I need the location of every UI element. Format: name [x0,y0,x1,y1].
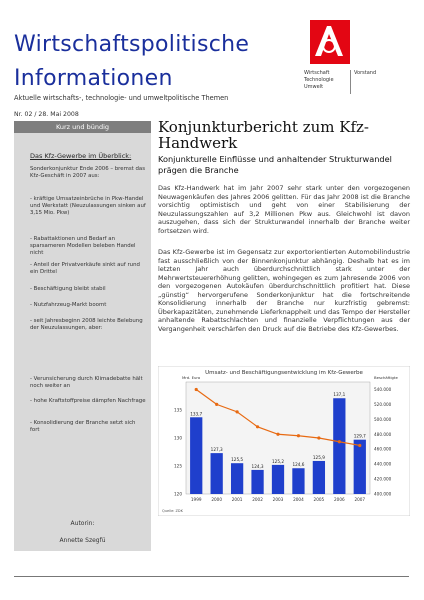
y-left-tick-label: 130 [174,435,182,441]
bar [354,440,366,494]
x-tick-label: 2007 [354,497,366,502]
x-tick-label: 2005 [313,497,325,502]
y-right-tick-label: 440.000 [374,461,392,467]
article-paragraph-2: Das Kfz-Gewerbe ist im Gegensatz zur exportorientierten Automobilindustrie fast ausschließlich von der Binnenkonjunktur abhängig. Deshalb hat es im letzten Jahr auch überdurchschnittlich stark unter der Mehrwertsteuererhöhung gelitten, wohingegen es zum Jahresende 2006 von den vorgezogenen Autokäufen überdurchschnittlich profitiert hat. Diese „günstig“ hervorgerufene Sonderkonjunktur hat die fortschreitende Konsolidierung innerhalb der Branche nur kurzfristig gebremst: Überkapazitäten, zunehmende Lieferknappheit und das Tempo der Hersteller anhaltende Rabattschlachten und finanzielle Verpflichtungen aus der Vergangenheit verschärfen den Druck auf die Betriebe des Kfz-Gewerbes. [158,248,410,333]
x-tick-label: 2001 [231,497,243,502]
sidebar-item: - Verunsicherung durch Klimadebatte hält noch weiter an [30,376,143,389]
y-left-tick-label: 135 [174,407,182,413]
sidebar-item: - Beschäftigung bleibt stabil [30,286,106,292]
y-right-axis-label: Beschäftigte [374,375,398,380]
y-left-tick-label: 125 [174,463,182,469]
chart-title: Umsatz- und Beschäftigungsentwicklung im Kfz-Gewerbe [205,370,363,376]
employment-point [358,444,361,447]
sidebar-item: - Anteil der Privatverkäufe sinkt auf rund ein Drittel [30,262,140,275]
logo-caption-line: Umwelt [304,84,324,90]
sidebar-item: Sonderkonjunktur Ende 2006 – bremst das Kfz-Geschäft in 2007 aus: [30,166,146,179]
sidebar-box [14,121,151,551]
employment-point [317,436,320,439]
employment-point [236,410,239,413]
employment-point [338,440,341,443]
bar-data-label: 124,6 [292,462,305,468]
sidebar-header: Kurz und bündig [14,121,151,133]
bottom-rule [14,576,409,577]
y-left-tick-label: 120 [174,491,182,497]
sidebar-item: - Konsolidierung der Branche setzt sich fort [30,420,136,433]
employment-point [297,434,300,437]
bar [190,417,202,494]
article-subtitle: Konjunkturelle Einflüsse und anhaltender Strukturwandel prägen die Branche [158,154,392,175]
bar [292,468,304,494]
bar [272,465,284,494]
y-left-axis-label: Mrd. Euro [182,375,201,380]
article-paragraph-1: Das Kfz-Handwerk hat im Jahr 2007 sehr stark unter den vorgezogenen Neuwagenkäufen des Jahres 2006 gelitten. Für das Jahr 2008 ist die Branche vorsichtig optimistisch und geht von einer Stabilisierung der Neuzulassungszahlen auf 3,2 Millionen Pkw aus. Gleichwohl ist davon auszugehen, dass sich der Strukturwandel innerhalb der Branche weiter fortsetzen wird. [158,184,410,235]
bar-data-label: 127,3 [210,447,223,453]
article-title: Konjunkturbericht zum Kfz-Handwerk [158,118,370,152]
logo-caption [304,70,334,91]
x-tick-label: 2006 [333,497,345,502]
y-right-tick-label: 500.000 [374,416,392,422]
bar-data-label: 133,7 [190,411,203,417]
title-line-2: Informationen [14,66,173,91]
y-right-tick-label: 420.000 [374,476,392,482]
bar-data-label: 124,3 [251,463,264,469]
publication-subtitle: Aktuelle wirtschafts-, technologie- und umweltpolitische Themen [14,94,229,102]
author-label: Autorin: [70,520,95,527]
x-tick-label: 1999 [190,497,202,502]
x-tick-label: 2000 [211,497,223,502]
x-tick-label: 2003 [272,497,284,502]
y-right-tick-label: 520.000 [374,401,392,407]
sidebar-heading: Das Kfz-Gewerbe im Überblick: [30,152,132,160]
sidebar-item: - Nutzfahrzeug-Markt boomt [30,302,107,308]
bar [211,453,223,494]
y-right-tick-label: 540.000 [374,386,392,392]
author-name: Annette Szegfü [59,537,106,544]
logo-caption-line: Wirtschaft [304,70,330,76]
sidebar-item: - Rabattaktionen und Bedarf an sparsameren Modellen beleben Handel nicht [30,236,136,256]
y-right-tick-label: 480.000 [374,431,392,437]
employment-point [195,388,198,391]
x-tick-label: 2004 [293,497,304,502]
x-tick-label: 2002 [252,497,263,502]
title-line-1: Wirtschaftspolitische [14,32,250,57]
issue-number: Nr. 02 / 28. Mai 2008 [14,111,79,118]
bar [251,470,263,494]
chart-source: Quelle: ZDK [162,509,183,513]
logo-vorstand: Vorstand [350,70,376,94]
bar-data-label: 125,5 [231,457,244,463]
sidebar-item: - hohe Kraftstoffpreise dämpfen Nachfrage [30,398,146,404]
employment-point [215,403,218,406]
logo-caption-line: Technologie [304,77,334,83]
bar [231,463,243,494]
bar [333,398,345,494]
publication-title [14,28,249,96]
y-right-tick-label: 460.000 [374,446,392,452]
y-right-tick-label: 400.000 [374,491,392,497]
employment-point [276,433,279,436]
sidebar-item: - kräftige Umsatzeinbrüche in Pkw-Handel und Werkstatt (Neuzulassungen sinken auf 3,15 Mio. Pkw) [30,196,146,216]
bar-data-label: 129,7 [353,433,366,439]
ig-metall-logo [303,18,377,68]
employment-point [256,425,259,428]
bar [313,461,325,494]
bar-data-label: 125,9 [312,454,325,460]
bar-data-label: 137,1 [333,392,346,398]
sidebar-item: - seit Jahresbeginn 2008 leichte Belebung der Neuzulassungen, aber: [30,318,143,331]
revenue-employment-chart [158,366,410,516]
bar-data-label: 125,2 [272,458,284,464]
